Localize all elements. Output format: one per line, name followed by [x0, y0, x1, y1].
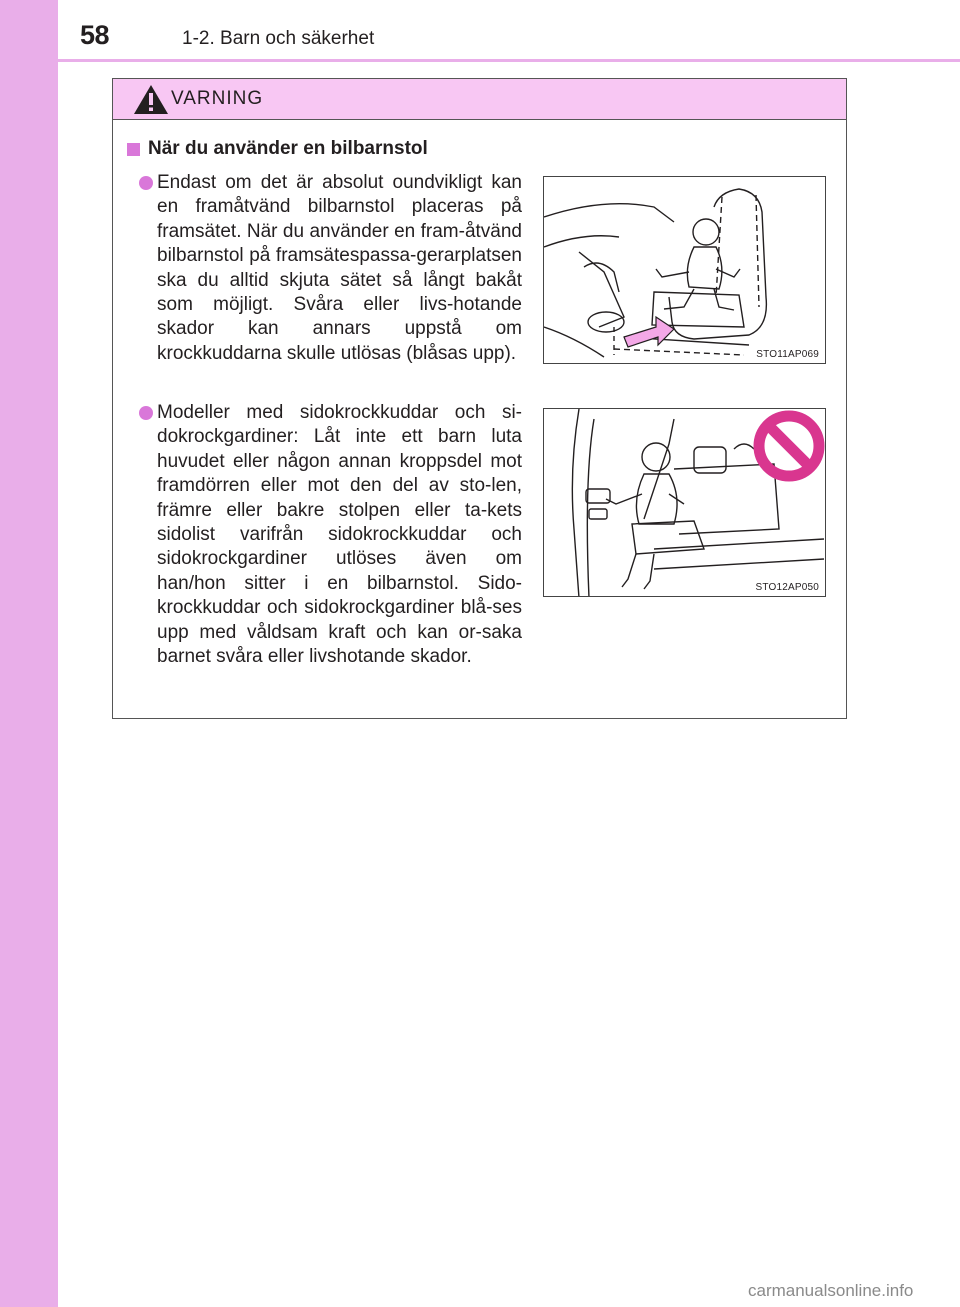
round-bullet-icon: [139, 406, 153, 420]
side-tab-strip: [0, 0, 58, 1307]
warning-item-front-seat: [139, 171, 522, 366]
warning-item-text: Modeller med sidokrockkuddar och si-dokrockgardiner: Låt inte ett barn luta huvudet eller någon annan kroppsdel mot framdörren eller mot den del av sto-len, främre eller bakre stolpen eller ta-kets sidolist varifrån sidokrockkuddar och sidokrockgardiner utlöses även om han/hon sitter i en bilbarnstol. Sido-krockkuddar och sidokrockgardiner blå-ses upp med våldsam kraft och kan or-saka barnet svåra eller livshotande skador.: [157, 402, 522, 668]
figure-child-leaning-on-door: [543, 408, 826, 597]
warning-title: VARNING: [171, 88, 264, 109]
prohibition-icon: [759, 416, 819, 476]
child-leaning-illustration: [544, 409, 826, 597]
warning-item-side-airbags: [139, 401, 522, 669]
warning-subheading: [127, 138, 428, 160]
round-bullet-icon: [139, 176, 153, 190]
figure-code: STO11AP069: [756, 349, 819, 360]
square-bullet-icon: [127, 143, 140, 156]
warning-subheading-text: När du använder en bilbarnstol: [148, 138, 428, 159]
warning-header: [113, 79, 846, 120]
warning-item-text: Endast om det är absolut oundvikligt kan en framåtvänd bilbarnstol placeras på framsätet. När du använder en fram-åtvänd bilbarnstol på framsätespassa-gerarplatsen ska du alltid skjuta sätet så långt bakåt som möjligt. Svåra eller livs-hotande skador kan annars uppstå om krockkuddarna skulle utlösas (blåsas upp).: [157, 172, 522, 364]
figure-code: STO12AP050: [755, 582, 819, 593]
child-seat-illustration: [544, 177, 826, 364]
warning-box: [112, 78, 847, 719]
page-number: 58: [80, 20, 110, 50]
warning-triangle-icon: [133, 84, 169, 115]
section-title: 1-2. Barn och säkerhet: [182, 28, 375, 49]
page-header: [0, 0, 960, 62]
header-rule: [58, 59, 960, 62]
figure-forward-facing-child-seat: [543, 176, 826, 364]
watermark-text: carmanualsonline.info: [748, 1281, 914, 1300]
